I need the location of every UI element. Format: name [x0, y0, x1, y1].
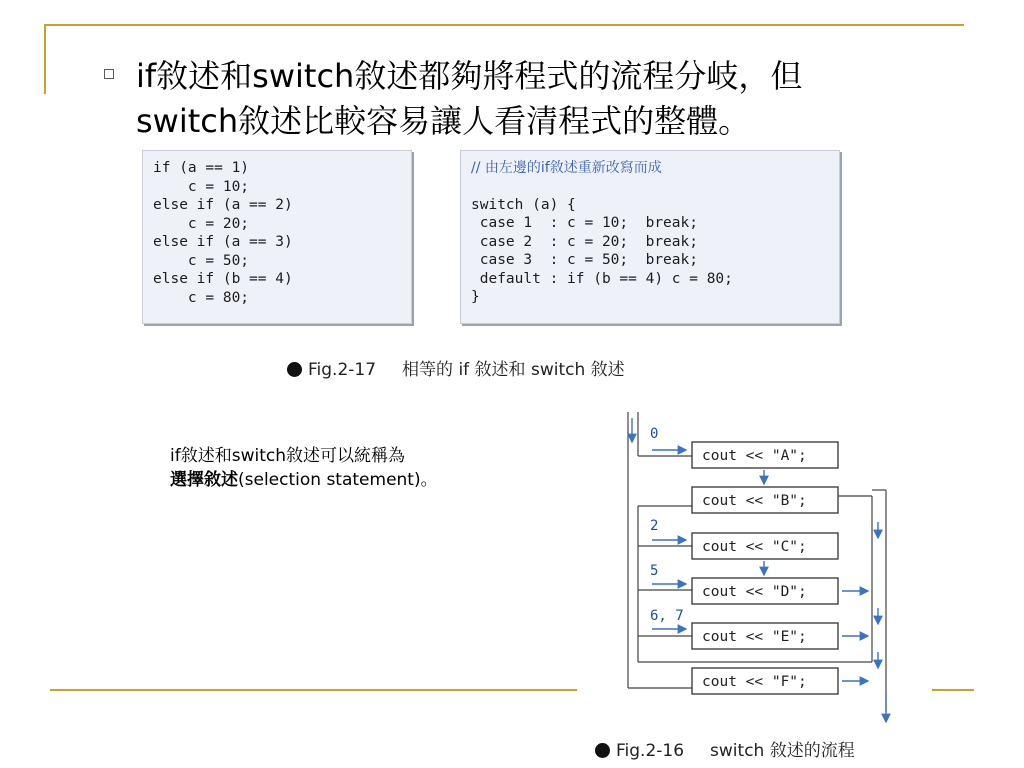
bullet-dot-icon: [595, 743, 610, 758]
bullet-dot-icon: [287, 362, 302, 377]
code-line: c = 80;: [153, 289, 250, 306]
code-line: c = 20;: [153, 215, 250, 232]
code-line: c = 10;: [153, 178, 250, 195]
flow-box-text: cout << "C";: [702, 539, 807, 555]
figure-caption-2-17: [287, 355, 625, 380]
figure-title: 相等的 if 敘述和 switch 敘述: [402, 360, 625, 380]
flow-box-text: cout << "F";: [702, 674, 807, 690]
code-line: else if (b == 4): [153, 271, 293, 287]
square-bullet-icon: [104, 69, 114, 79]
flow-box-texts: [702, 448, 807, 690]
code-line: else if (a == 3): [153, 234, 293, 250]
figure-caption-2-16: [595, 736, 855, 761]
flow-box-text: cout << "D";: [702, 584, 807, 600]
figure-title: switch 敘述的流程: [710, 741, 855, 761]
case-label: 0: [650, 426, 659, 442]
flow-box-text: cout << "B";: [702, 493, 807, 509]
bottom-rule-left: [50, 689, 577, 691]
code-line: if (a == 1): [153, 160, 250, 176]
flow-boxes: [692, 442, 838, 694]
code-line: default : if (b == 4) c = 80;: [471, 270, 733, 287]
code-comment: // 由左邊的if敘述重新改寫而成: [471, 160, 662, 176]
code-line: c = 50;: [153, 252, 250, 269]
flow-box-text: cout << "E";: [702, 629, 807, 645]
code-line: }: [471, 289, 480, 305]
switch-flow-diagram: [622, 412, 902, 734]
code-line: else if (a == 2): [153, 197, 293, 213]
figure-number: Fig.2-17: [308, 360, 377, 380]
figure-number: Fig.2-16: [616, 741, 685, 761]
note-line-2: (selection statement)。: [238, 470, 438, 490]
code-if-else: [142, 150, 412, 324]
bullet-line-1: if敘述和switch敘述都夠將程式的流程分岐，但: [136, 57, 803, 95]
case-label: 2: [650, 518, 659, 534]
note-term: 選擇敘述: [170, 470, 238, 490]
note-line-1: if敘述和switch敘述可以統稱為: [170, 446, 405, 466]
code-line: case 3 : c = 50; break;: [471, 252, 698, 268]
bullet-line-2: switch敘述比較容易讓人看清程式的整體。: [136, 102, 751, 140]
bottom-rule-right: [932, 689, 974, 691]
code-line: switch (a) {: [471, 196, 576, 213]
note-text: [170, 444, 438, 492]
case-label: 5: [650, 563, 659, 579]
code-switch: [460, 150, 840, 324]
bullet-text: [136, 54, 936, 144]
top-rule: [44, 24, 964, 26]
code-line: case 1 : c = 10; break;: [471, 215, 698, 231]
left-rule: [44, 24, 46, 94]
case-label: 6, 7: [650, 608, 684, 624]
code-line: case 2 : c = 20; break;: [471, 233, 698, 250]
flow-box-text: cout << "A";: [702, 448, 807, 464]
